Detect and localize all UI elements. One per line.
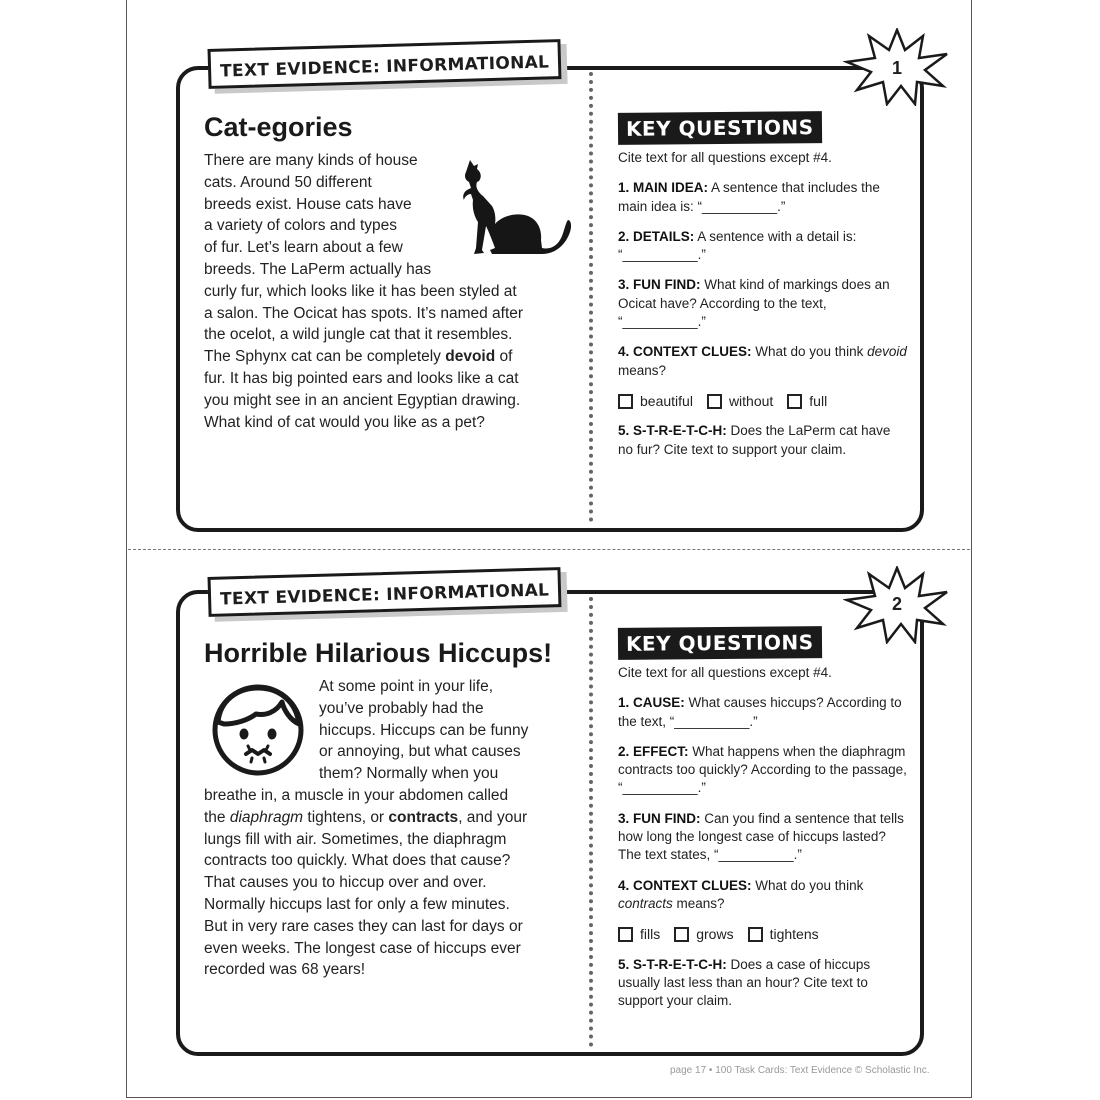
black-cat-icon bbox=[462, 160, 574, 256]
hiccup-face-icon bbox=[210, 680, 306, 776]
answer-option[interactable] bbox=[618, 925, 660, 943]
answer-options bbox=[618, 925, 908, 943]
bold-text: 1. CAUSE: bbox=[618, 695, 685, 711]
question-item bbox=[618, 743, 908, 798]
text-run: even weeks. The longest case of hiccups ever bbox=[204, 939, 521, 957]
text-run: breeds. The LaPerm actually has bbox=[204, 260, 432, 278]
text-run: tightens, or bbox=[303, 808, 389, 826]
page-footer: page 17 • 100 Task Cards: Text Evidence © Scholastic Inc. bbox=[670, 1065, 930, 1076]
bold-text: 4. CONTEXT CLUES: bbox=[618, 344, 752, 360]
text-run: cats. Around 50 different bbox=[204, 173, 372, 191]
bold-text: contracts bbox=[388, 808, 459, 826]
text-run: them? Normally when you bbox=[319, 765, 499, 783]
text-run: There are many kinds of house bbox=[204, 152, 418, 169]
card-number: 2 bbox=[891, 594, 902, 614]
text-run: Can you find a sentence that tells how long the longest case of hiccups lasted? The text states, “__________.” bbox=[618, 810, 904, 863]
checkbox[interactable] bbox=[674, 927, 689, 942]
questions-list bbox=[618, 149, 908, 471]
question-item bbox=[618, 956, 908, 1011]
question-item bbox=[618, 276, 908, 331]
text-run: What kind of cat would you like as a pet? bbox=[204, 413, 485, 431]
text-run: At some point in your life, bbox=[319, 678, 494, 695]
option-label: beautiful bbox=[640, 392, 693, 409]
text-run: Cite text for all questions except #4. bbox=[618, 150, 832, 165]
bold-text: 5. S-T-R-E-T-C-H: bbox=[618, 956, 727, 972]
answer-option[interactable] bbox=[618, 392, 693, 410]
passage-title: Horrible Hilarious Hiccups! bbox=[204, 638, 553, 668]
text-run: A sentence that includes the main idea is: “__________.” bbox=[618, 180, 880, 214]
text-run: the bbox=[204, 808, 230, 826]
text-run: means? bbox=[672, 895, 725, 911]
text-run: of bbox=[495, 348, 513, 366]
card-number-badge bbox=[843, 28, 951, 106]
text-run: breathe in, a muscle in your abdomen called bbox=[204, 786, 509, 804]
checkbox[interactable] bbox=[707, 394, 722, 409]
card-banner: TEXT EVIDENCE: INFORMATIONAL bbox=[208, 567, 562, 617]
text-run: Cite text for all questions except #4. bbox=[618, 665, 832, 680]
question-item bbox=[618, 228, 908, 265]
bold-text: 2. DETAILS: bbox=[618, 228, 695, 244]
option-label: grows bbox=[696, 926, 734, 943]
text-run: What do you think bbox=[751, 344, 868, 360]
cut-line bbox=[128, 549, 970, 550]
column-divider bbox=[589, 597, 593, 1047]
text-run: curly fur, which looks like it has been styled at bbox=[204, 282, 517, 300]
option-label: full bbox=[809, 392, 828, 409]
text-run: the ocelot, a wild jungle cat that it resembles. bbox=[204, 326, 513, 344]
text-run: a variety of colors and types bbox=[204, 217, 397, 235]
question-item bbox=[618, 422, 908, 459]
questions-list bbox=[618, 664, 908, 1022]
text-run: you might see in an ancient Egyptian drawing. bbox=[204, 391, 521, 409]
checkbox[interactable] bbox=[748, 927, 763, 942]
text-run: you’ve probably had the bbox=[319, 699, 484, 717]
text-run: Normally hiccups last for only a few minutes. bbox=[204, 895, 510, 913]
option-label: tightens bbox=[769, 926, 819, 943]
text-run: What do you think bbox=[751, 877, 864, 893]
italic-text: diaphragm bbox=[229, 808, 304, 826]
card-banner: TEXT EVIDENCE: INFORMATIONAL bbox=[208, 39, 562, 89]
text-run: , and your bbox=[458, 808, 528, 826]
option-label: without bbox=[728, 392, 774, 409]
question-item bbox=[618, 343, 908, 380]
text-run: What kind of markings does an Ocicat have? According to the text, “__________.” bbox=[618, 277, 890, 330]
italic-text: contracts bbox=[618, 895, 673, 911]
checkbox[interactable] bbox=[618, 927, 633, 942]
instructions bbox=[618, 149, 908, 167]
text-run: contracts too quickly. What does that cause? bbox=[204, 852, 511, 870]
text-run: Does a case of hiccups usually last less than an hour? Cite text to support your claim. bbox=[618, 956, 871, 1009]
question-item bbox=[618, 877, 908, 914]
question-item bbox=[618, 810, 908, 865]
bold-text: 1. MAIN IDEA: bbox=[618, 180, 709, 196]
checkbox[interactable] bbox=[618, 394, 633, 409]
text-run: That causes you to hiccup over and over. bbox=[204, 874, 487, 892]
question-item bbox=[618, 694, 908, 731]
text-run: a salon. The Ocicat has spots. It’s named after bbox=[204, 304, 524, 322]
italic-text: devoid bbox=[867, 344, 907, 360]
text-run: lungs fill with air. Sometimes, the diaphragm bbox=[204, 830, 507, 848]
card-number-badge bbox=[843, 566, 951, 644]
key-questions-heading: KEY QUESTIONS bbox=[618, 111, 822, 145]
key-questions-heading: KEY QUESTIONS bbox=[618, 626, 822, 660]
text-run: The Sphynx cat can be completely bbox=[204, 348, 446, 366]
text-run: of fur. Let’s learn about a few bbox=[204, 239, 403, 257]
bold-text: 3. FUN FIND: bbox=[618, 277, 701, 293]
text-run: A sentence with a detail is: “__________.” bbox=[618, 228, 857, 263]
passage-title: Cat-egories bbox=[204, 112, 353, 142]
text-run: But in very rare cases they can last for days or bbox=[204, 917, 523, 935]
text-run: fur. It has big pointed ears and looks like a cat bbox=[204, 369, 519, 387]
question-item bbox=[618, 179, 908, 216]
text-run: Does the LaPerm cat have no fur? Cite text to support your claim. bbox=[618, 423, 891, 457]
bold-text: devoid bbox=[445, 348, 496, 366]
option-label: fills bbox=[640, 926, 661, 943]
text-run: recorded was 68 years! bbox=[204, 961, 366, 979]
checkbox[interactable] bbox=[787, 394, 802, 409]
bold-text: 5. S-T-R-E-T-C-H: bbox=[618, 423, 727, 439]
answer-option[interactable] bbox=[707, 392, 773, 410]
bold-text: 2. EFFECT: bbox=[618, 743, 689, 759]
answer-option[interactable] bbox=[674, 925, 733, 943]
text-run: What causes hiccups? According to the text, “__________.” bbox=[618, 695, 902, 729]
text-run: means? bbox=[618, 362, 667, 378]
card-number: 1 bbox=[891, 58, 902, 78]
text-run: hiccups. Hiccups can be funny bbox=[319, 721, 529, 739]
text-run: breeds exist. House cats have bbox=[204, 195, 412, 213]
bold-text: 3. FUN FIND: bbox=[618, 810, 701, 826]
column-divider bbox=[589, 72, 593, 522]
answer-option[interactable] bbox=[787, 392, 827, 410]
bold-text: 4. CONTEXT CLUES: bbox=[618, 877, 752, 893]
instructions bbox=[618, 664, 908, 682]
text-run: What happens when the diaphragm contracts too quickly? According to the passage, “__________.” bbox=[618, 743, 907, 796]
text-run: or annoying, but what causes bbox=[319, 743, 521, 761]
answer-options bbox=[618, 392, 908, 410]
answer-option[interactable] bbox=[748, 925, 819, 943]
